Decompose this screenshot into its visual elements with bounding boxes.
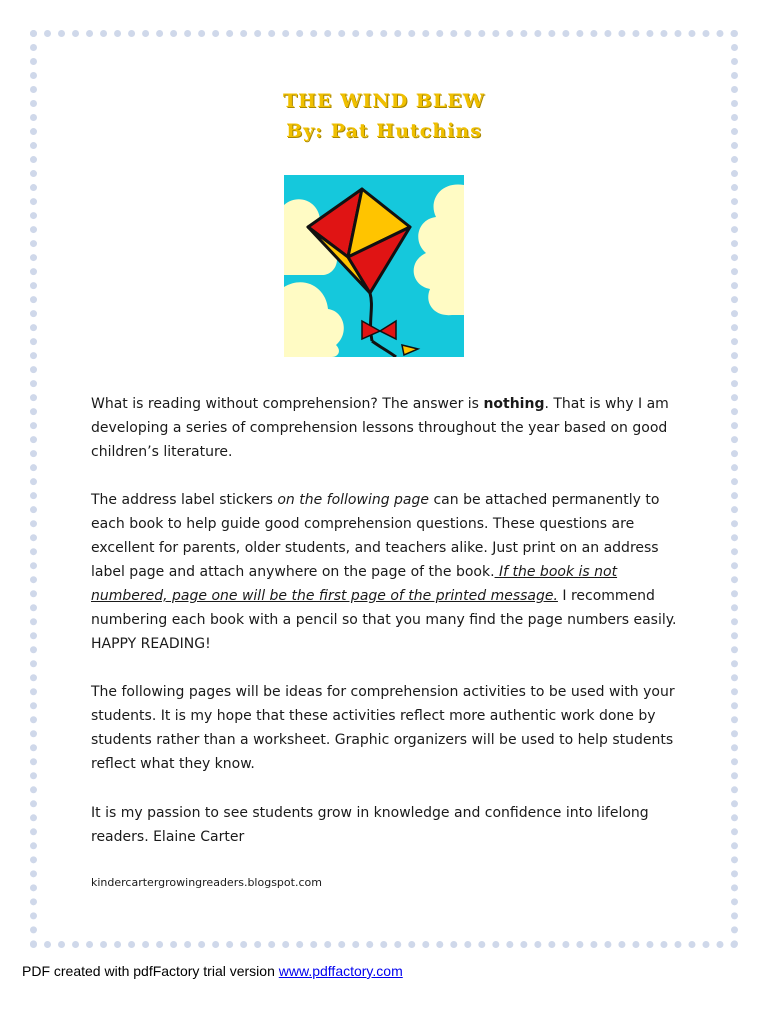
blog-url: kindercartergrowingreaders.blogspot.com: [91, 876, 322, 889]
numbering-note: If the book is not numbered, page one will be the first page of the printed message.: [91, 564, 618, 604]
book-title: THE WIND BLEW: [282, 90, 486, 112]
pdf-footer: [22, 963, 403, 979]
emphasis-nothing: nothing: [483, 396, 545, 412]
activities-paragraph: The following pages will be ideas for comprehension activities to be used with your students. It is my hope that these activities reflect more authentic work done by students rather than a worksheet. Graphic organizers will be used to help students reflect what they know.: [91, 684, 675, 772]
instructions-paragraph: The address label stickers on the following page can be attached permanently to each book to help guide good comprehension questions. These questions are excellent for parents, older students, and teachers alike. Just print on an address label page and attach anywhere on the page of the book. If the book is not numbered, page one will be the first page of the printed message. I recommend numbering each book with a pencil so that you many find the page numbers easily. HAPPY READING!: [91, 492, 677, 652]
footer-text: PDF created with pdfFactory trial version: [22, 963, 279, 979]
intro-paragraph: What is reading without comprehension? The answer is nothing. That is why I am developing a series of comprehension lessons throughout the year based on good children’s literature.: [91, 396, 669, 460]
closing-paragraph: It is my passion to see students grow in knowledge and confidence into lifelong readers. Elaine Carter: [91, 805, 649, 845]
following-page-note: on the following page: [277, 492, 430, 508]
pdffactory-link[interactable]: www.pdffactory.com: [278, 963, 403, 979]
kite-illustration: [284, 175, 464, 357]
book-author: By: Pat Hutchins: [286, 120, 482, 142]
